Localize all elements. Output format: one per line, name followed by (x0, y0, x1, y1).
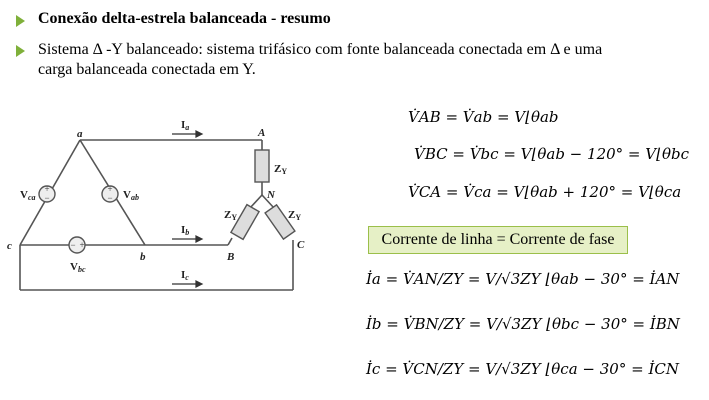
equation-ic: İc = V̇CN/ZY = V/√3ZY ⌊θca − 30° = İCN (366, 360, 679, 378)
equation-vab: V̇AB = V̇ab = V⌊θab (408, 108, 559, 126)
Vca-label: Vca (20, 189, 36, 202)
node-N-label: N (267, 189, 275, 201)
equation-vca: V̇CA = V̇ca = V⌊θab + 120° = V⌊θca (408, 183, 682, 201)
line-phase-current-callout: Corrente de linha = Corrente de fase (368, 226, 628, 254)
node-A-label: A (258, 127, 266, 139)
Ic-label: Ic (181, 269, 189, 282)
node-c-label: c (7, 240, 12, 252)
node-C-label: C (297, 239, 305, 251)
Ib-label: Ib (181, 224, 190, 237)
impedance-ZA (255, 150, 269, 182)
plus-sign: + (107, 184, 113, 194)
Ia-label: Ia (181, 119, 190, 132)
slide-title: Conexão delta-estrela balanceada - resumo (38, 10, 331, 27)
ZY-label-A: ZY (274, 163, 288, 176)
ZY-label-C: ZY (288, 209, 302, 222)
plus-sign: + (79, 240, 85, 250)
equation-ia: İa = V̇AN/ZY = V/√3ZY ⌊θab − 30° = İAN (366, 270, 680, 288)
equation-ib: İb = V̇BN/ZY = V/√3ZY ⌊θbc − 30° = İBN (366, 315, 680, 333)
description-text: Sistema Δ -Y balanceado: sistema trifásico com fonte balanceada conectada em Δ e uma carga balanceada conectada em Y. (38, 41, 603, 78)
Vbc-label: Vbc (70, 261, 86, 274)
minus-sign: − (107, 193, 113, 203)
minus-sign: − (44, 193, 50, 203)
node-a-label: a (77, 128, 83, 140)
Vab-label: Vab (123, 189, 139, 202)
plus-sign: + (44, 184, 50, 194)
node-B-label: B (227, 251, 235, 263)
impedance-ZB (231, 205, 259, 240)
ZY-label-B: ZY (224, 209, 238, 222)
equation-vbc: V̇BC = V̇bc = V⌊θab − 120° = V⌊θbc (414, 145, 689, 163)
minus-sign: − (70, 240, 76, 250)
node-b-label: b (140, 251, 146, 263)
